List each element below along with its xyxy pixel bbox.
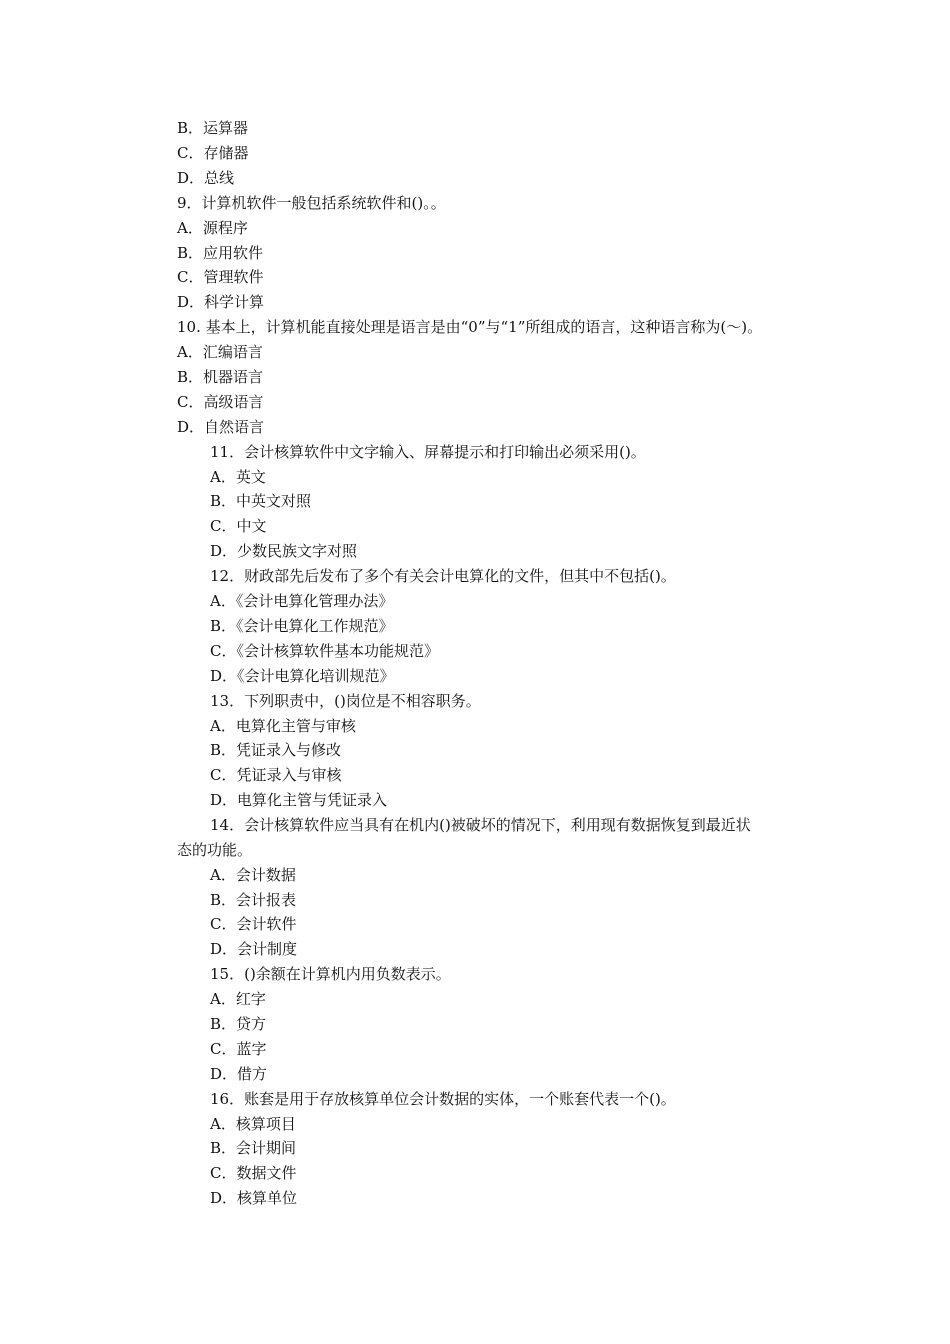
option-line: C．存储器 (177, 144, 249, 162)
option-line: A．源程序 (177, 219, 248, 237)
option-line: B．机器语言 (177, 368, 264, 386)
option-line: A．电算化主管与审核 (210, 717, 356, 735)
option-line: D．总线 (177, 169, 235, 187)
option-line: D．借方 (210, 1065, 268, 1083)
question-line: 11．会计核算软件中文字输入、屏幕提示和打印输出必须采用()。 (210, 443, 646, 461)
option-line: A．《会计电算化管理办法》 (210, 592, 394, 610)
option-line: B．《会计电算化工作规范》 (210, 617, 394, 635)
option-line: A．红字 (210, 990, 266, 1008)
question-line: 13．下列职责中，()岗位是不相容职务。 (210, 692, 481, 710)
option-line: C．高级语言 (177, 393, 264, 411)
option-line: D．核算单位 (210, 1189, 298, 1207)
option-line: D．科学计算 (177, 293, 265, 311)
option-line: B．会计报表 (210, 891, 297, 909)
question-line: 14．会计核算软件应当具有在机内()被破坏的情况下，利用现有数据恢复到最近状 (210, 816, 751, 834)
option-line: A．汇编语言 (177, 343, 263, 361)
question-line: 10. 基本上，计算机能直接处理是语言是由“0”与“1”所组成的语言，这种语言称为(～)。 (177, 318, 763, 336)
option-line: B．会计期间 (210, 1139, 297, 1157)
question-line: 15．()余额在计算机内用负数表示。 (210, 965, 451, 983)
option-line: B．运算器 (177, 119, 249, 137)
question-line: 9．计算机软件一般包括系统软件和()。。 (177, 194, 446, 212)
question-line-continued: 态的功能。 (177, 841, 253, 859)
option-line: C．会计软件 (210, 915, 297, 933)
question-line: 12．财政部先后发布了多个有关会计电算化的文件，但其中不包括()。 (210, 567, 676, 585)
option-line: A．核算项目 (210, 1115, 296, 1133)
option-line: A．会计数据 (210, 866, 296, 884)
option-line: B．贷方 (210, 1015, 267, 1033)
option-line: A．英文 (210, 468, 266, 486)
option-line: C．管理软件 (177, 268, 264, 286)
option-line: C．凭证录入与审核 (210, 766, 342, 784)
question-line: 16．账套是用于存放核算单位会计数据的实体，一个账套代表一个()。 (210, 1090, 676, 1108)
option-line: D．会计制度 (210, 940, 298, 958)
option-line: C．《会计核算软件基本功能规范》 (210, 642, 439, 660)
option-line: D．自然语言 (177, 418, 265, 436)
option-line: D．《会计电算化培训规范》 (210, 667, 395, 685)
option-line: C．蓝字 (210, 1040, 267, 1058)
option-line: B．中英文对照 (210, 492, 312, 510)
option-line: B．凭证录入与修改 (210, 741, 342, 759)
option-line: C．中文 (210, 517, 267, 535)
option-line: B．应用软件 (177, 244, 264, 262)
option-line: D．少数民族文字对照 (210, 542, 358, 560)
option-line: D．电算化主管与凭证录入 (210, 791, 388, 809)
option-line: C．数据文件 (210, 1164, 297, 1182)
